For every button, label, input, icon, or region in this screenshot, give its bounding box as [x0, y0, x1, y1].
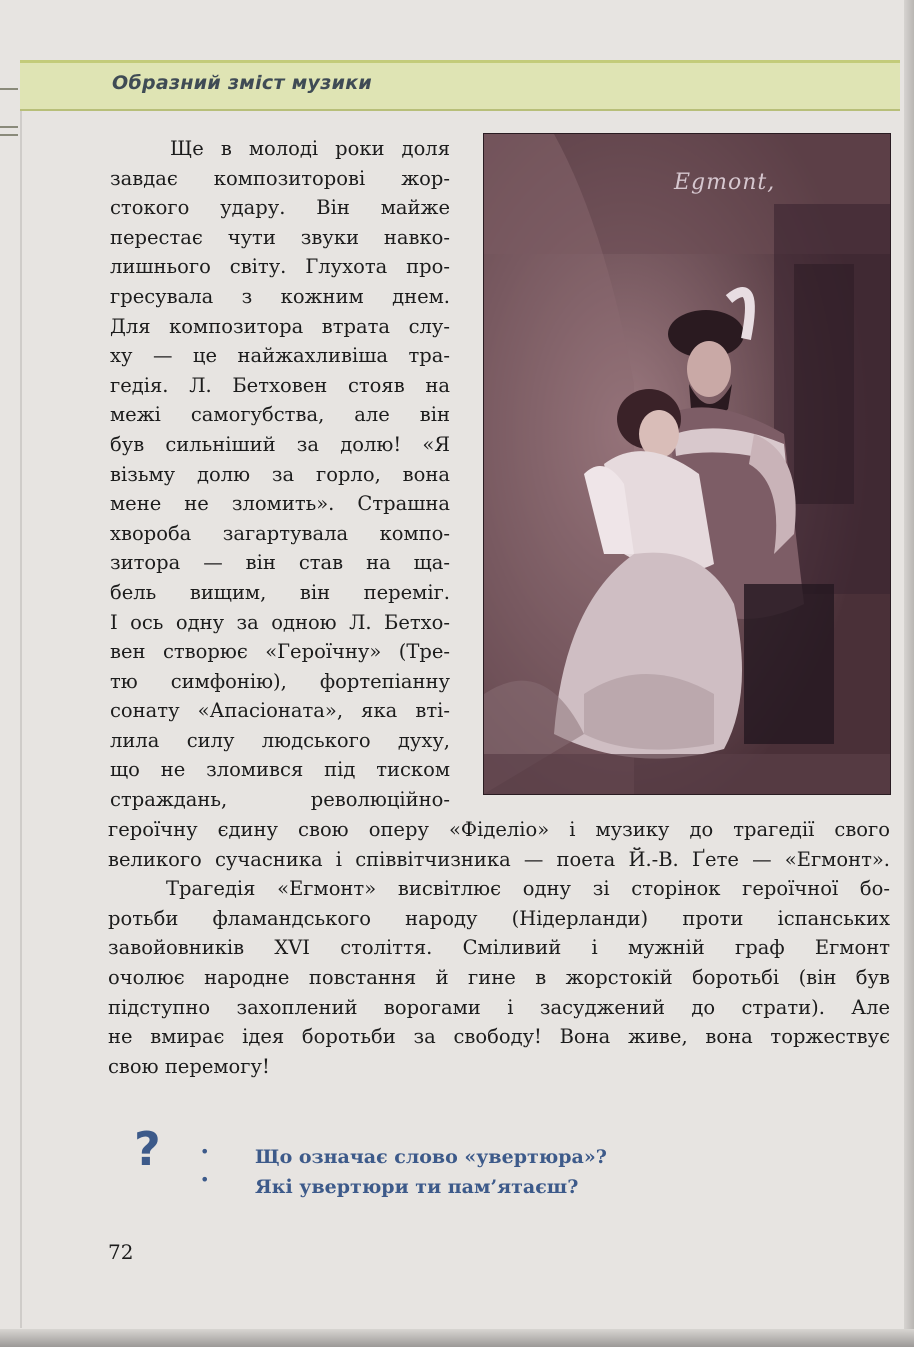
margin-mark [0, 126, 18, 128]
bullet-icon: • [200, 1170, 210, 1189]
text-line: що не зломився під тиском [110, 758, 450, 782]
text-line: очолює народне повстання й гине в жорстокій боротьбі (він був [108, 965, 890, 989]
margin-rule [20, 108, 22, 1328]
text-line: Для композитора втрата слу- [110, 314, 450, 338]
text-line: стокого удару. Він майже [110, 196, 450, 220]
text-line: завдає композиторові жор- [110, 166, 450, 190]
text-line: підступно захоплений ворогами і засуджений до страти). Але [108, 995, 890, 1019]
text-line: хвороба загартувала компо- [110, 521, 450, 545]
egmont-photo [483, 133, 891, 795]
text-line: не вмирає ідея боротьби за свободу! Вона живе, вона торжествує [108, 1025, 890, 1049]
text-line: перестає чути звуки навко- [110, 225, 450, 249]
text-line: межі самогубства, але він [110, 403, 450, 427]
question-item: Що означає слово «увертюра»? [255, 1146, 607, 1168]
question-icon: ? [134, 1122, 161, 1176]
text-line: мене не зломить». Страшна [110, 492, 450, 516]
text-line: гресувала з кожним днем. [110, 284, 450, 308]
paragraph-beethoven [110, 134, 450, 815]
margin-mark [0, 134, 18, 136]
text-line: сонату «Апасіоната», яка вті- [110, 699, 450, 723]
paragraph-egmont [108, 815, 890, 1081]
text-line: ротьби фламандського народу (Нідерланди) проти іспанських [108, 906, 890, 930]
question-item: Які увертюри ти пам’ятаєш? [255, 1176, 579, 1198]
page-number: 72 [108, 1240, 134, 1264]
text-line: вен створює «Героїчну» (Тре- [110, 640, 450, 664]
photo-caption: Egmont, [674, 170, 776, 195]
text-line: завойовників XVI століття. Сміливий і мужній граф Егмонт [108, 936, 890, 960]
text-line: Трагедія «Егмонт» висвітлює одну зі сторінок героїчної бо- [166, 877, 890, 901]
text-line: Ще в молоді роки доля [170, 137, 450, 160]
text-line: І ось одну за одною Л. Бетхо- [110, 610, 450, 634]
text-line: лила силу людського духу, [110, 728, 450, 752]
text-line: був сильніший за долю! «Я [110, 432, 450, 456]
photo-illustration [484, 134, 890, 794]
text-line: страждань, революційно- [110, 788, 450, 812]
text-line: лишнього світу. Глухота про- [110, 255, 450, 279]
margin-mark [0, 88, 18, 90]
text-line: бель вищим, він переміг. [110, 580, 450, 604]
section-title: Образний зміст музики [112, 72, 372, 94]
text-line: зитора — він став на ща- [110, 551, 450, 575]
text-line: візьму долю за горло, вона [110, 462, 450, 486]
text-line: героїчну єдину свою оперу «Фіделіо» і музику до трагедії свого [108, 818, 890, 841]
section-header-band [20, 60, 900, 111]
page-edge [904, 0, 914, 1347]
page-edge [0, 1329, 914, 1347]
text-line: гедія. Л. Бетховен стояв на [110, 373, 450, 397]
text-line: тю симфонію), фортепіанну [110, 669, 450, 693]
text-line: великого сучасника і співвітчизника — поета Й.-В. Ґете — «Егмонт». [108, 847, 890, 871]
bullet-icon: • [200, 1142, 210, 1161]
text-line: свою перемогу! [108, 1054, 270, 1078]
text-line: ху — це найжахливіша тра- [110, 344, 450, 368]
